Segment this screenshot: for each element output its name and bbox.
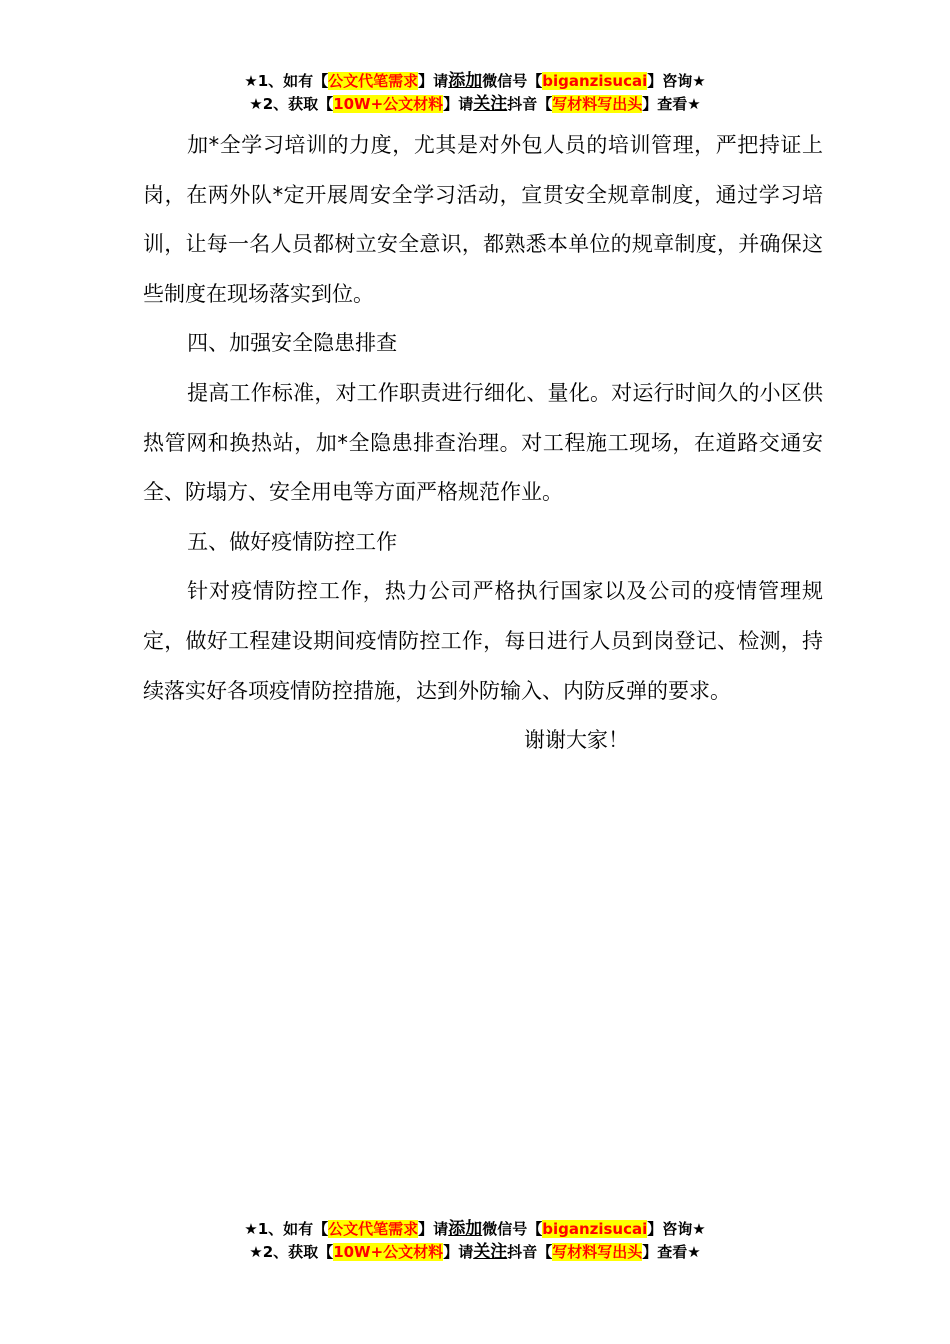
banner-text: 】咨询★: [647, 1220, 706, 1238]
section-heading: 五、做好疫情防控工作: [187, 529, 398, 554]
highlight-text: 10W+公文材料: [333, 95, 444, 113]
banner-text: 微信号【: [482, 72, 543, 90]
banner-line-2: [0, 1241, 950, 1264]
banner-text: ★2、获取【: [249, 95, 334, 113]
highlight-text: 公文代笔需求: [328, 72, 419, 90]
douyin-account: 写材料写出头: [552, 95, 643, 113]
highlight-text: 10W+公文材料: [333, 1243, 444, 1261]
closing-line: 谢谢大家！: [524, 728, 629, 753]
banner-text: 】请: [443, 1243, 474, 1261]
document-body: [143, 121, 823, 766]
banner-text: ★1、如有【: [244, 1220, 329, 1238]
emphasis-text: 添加: [448, 71, 483, 91]
emphasis-text: 关注: [473, 94, 508, 114]
banner-text: 】请: [418, 1220, 449, 1238]
banner-text: 微信号【: [482, 1220, 543, 1238]
banner-text: 】请: [443, 95, 474, 113]
banner-text: 】查看★: [642, 1243, 701, 1261]
header-banner: [0, 70, 950, 116]
highlight-text: 公文代笔需求: [328, 1220, 419, 1238]
banner-text: ★1、如有【: [244, 72, 329, 90]
emphasis-text: 关注: [473, 1242, 508, 1262]
banner-text: 抖音【: [507, 1243, 553, 1261]
wechat-id: biganzisucai: [542, 1220, 648, 1238]
banner-text: 】咨询★: [647, 72, 706, 90]
emphasis-text: 添加: [448, 1219, 483, 1239]
body-paragraph: 提高工作标准，对工作职责进行细化、量化。对运行时间久的小区供热管网和换热站，加*全隐患排查治理。对工程施工现场，在道路交通安全、防塌方、安全用电等方面严格规范作业。: [143, 380, 823, 505]
wechat-id: biganzisucai: [542, 72, 648, 90]
banner-line-1: [0, 1218, 950, 1241]
footer-banner: [0, 1218, 950, 1264]
body-paragraph: 针对疫情防控工作，热力公司严格执行国家以及公司的疫情管理规定，做好工程建设期间疫情防控工作，每日进行人员到岗登记、检测，持续落实好各项疫情防控措施，达到外防输入、内防反弹的要求。: [143, 579, 823, 703]
douyin-account: 写材料写出头: [552, 1243, 643, 1261]
banner-line-1: [0, 70, 950, 93]
section-heading: 四、加强安全隐患排查: [187, 331, 398, 356]
banner-text: 】请: [418, 72, 449, 90]
banner-line-2: [0, 93, 950, 116]
banner-text: 】查看★: [642, 95, 701, 113]
banner-text: ★2、获取【: [249, 1243, 334, 1261]
body-paragraph: 加*全学习培训的力度，尤其是对外包人员的培训管理，严把持证上岗，在两外队*定开展周安全学习活动，宣贯安全规章制度，通过学习培训，让每一名人员都树立安全意识，都熟悉本单位的规章制度，并确保这些制度在现场落实到位。: [143, 133, 823, 306]
banner-text: 抖音【: [507, 95, 553, 113]
